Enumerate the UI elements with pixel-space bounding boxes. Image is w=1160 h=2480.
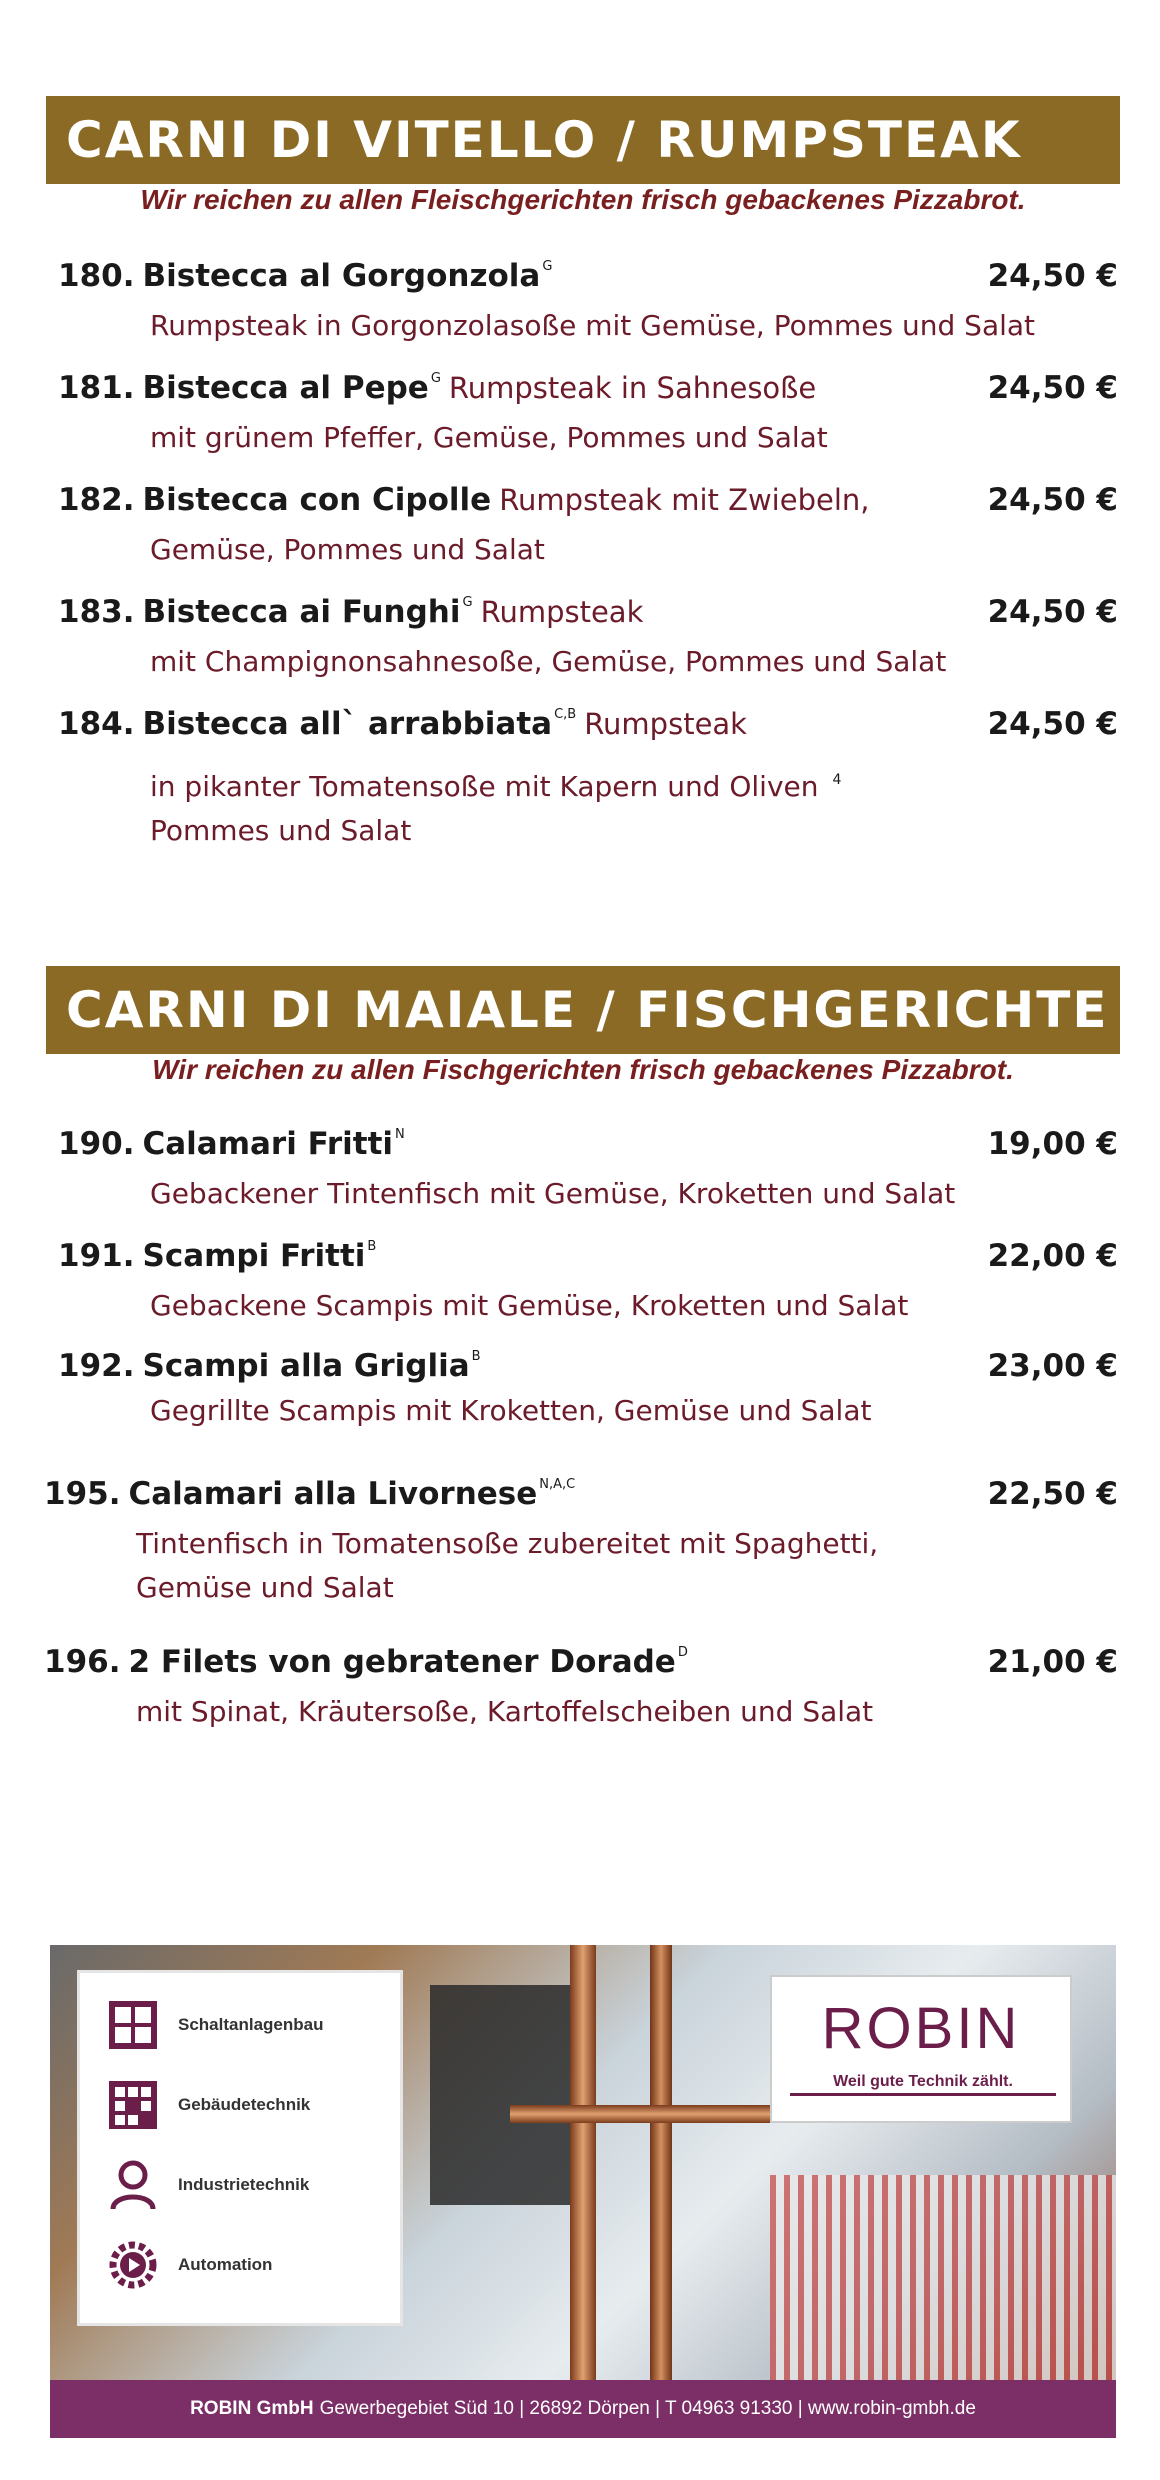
ad-service-item [106,2155,396,2215]
item-name: Calamari alla Livornese [128,1476,538,1512]
item-price: 19,00 € [987,1126,1118,1162]
ad-terminal-rail [770,2175,1116,2380]
ad-footer-company: ROBIN GmbH [190,2398,314,2419]
item-inline-description: Rumpsteak [480,595,644,629]
item-number: 192. [58,1348,135,1384]
item-description: mit Champignonsahnesoße, Gemüse, Pommes und Salat [150,645,947,678]
ad-background-panel [430,1985,580,2205]
allergen-code: D [677,1645,688,1660]
ad-service-label: Gebäudetechnik [178,2095,311,2114]
worker-icon [106,2158,160,2212]
item-name: Bistecca ai Funghi [142,594,461,630]
ad-copper-pipe [650,1945,672,2380]
section-title-vitello: CARNI DI VITELLO / RUMPSTEAK [46,96,1120,184]
item-number: 183. [58,594,135,630]
ad-service-label: Automation [178,2255,273,2274]
allergen-code: B [367,1239,377,1254]
allergen-code: G [542,259,553,274]
switchgear-icon [106,1998,160,2052]
item-number: 184. [58,706,135,742]
allergen-code: G [430,371,441,386]
item-description: Gebackener Tintenfisch mit Gemüse, Kroketten und Salat [150,1177,956,1210]
item-description: mit Spinat, Kräutersoße, Kartoffelscheiben und Salat [136,1695,874,1728]
ad-service-label: Industrietechnik [178,2175,310,2194]
item-number: 196. [44,1644,121,1680]
menu-item-195 [44,1476,1118,1610]
item-price: 24,50 € [987,706,1118,742]
item-description: Tintenfisch in Tomatensoße zubereitet mit Spaghetti, [136,1527,879,1560]
menu-item-190 [58,1126,1118,1216]
item-inline-description: Rumpsteak [584,707,747,741]
menu-item-183 [58,594,1118,684]
menu-item-184 [58,706,1118,853]
menu-item-180 [58,258,1118,348]
item-price: 24,50 € [987,482,1118,518]
allergen-code: C,B [554,707,577,722]
item-description: Rumpsteak in Gorgonzolasoße mit Gemüse, Pommes und Salat [150,309,1036,342]
advertisement [50,1945,1116,2380]
item-description-line2: Gemüse und Salat [136,1571,394,1604]
ad-footer [50,2380,1116,2438]
ad-service-label: Schaltanlagenbau [178,2015,324,2034]
ad-services-panel [80,1973,400,2323]
building-icon [106,2078,160,2132]
item-inline-description: Rumpsteak in Sahnesoße [448,371,817,405]
allergen-code: N,A,C [539,1477,576,1492]
item-price: 24,50 € [987,594,1118,630]
allergen-code: 4 [832,772,842,788]
item-price: 22,00 € [987,1238,1118,1274]
item-number: 190. [58,1126,135,1162]
allergen-code: G [462,595,473,610]
menu-item-192 [58,1348,1118,1428]
item-number: 182. [58,482,135,518]
allergen-code: B [471,1349,481,1364]
item-price: 24,50 € [987,370,1118,406]
item-name: Calamari Fritti [142,1126,394,1162]
gear-play-icon [106,2238,160,2292]
robin-logo: ROBIN [821,1996,1021,2061]
item-name: Scampi Fritti [142,1238,366,1274]
item-price: 22,50 € [987,1476,1118,1512]
item-name: Bistecca con Cipolle [142,482,492,518]
item-name: Scampi alla Griglia [142,1348,470,1384]
section-note-maiale: Wir reichen zu allen Fischgerichten frisch gebackenes Pizzabrot. [152,1054,1014,1085]
ad-copper-pipe [570,1945,596,2380]
item-name: Bistecca all` arrabbiata [142,706,553,742]
item-number: 180. [58,258,135,294]
item-number: 195. [44,1476,121,1512]
item-name: Bistecca al Gorgonzola [142,258,541,294]
item-inline-description: Rumpsteak mit Zwiebeln, [499,483,870,517]
allergen-code: N [395,1127,405,1142]
item-name: 2 Filets von gebratener Dorade [128,1644,676,1680]
item-name: Bistecca al Pepe [142,370,429,406]
item-description: in pikanter Tomatensoße mit Kapern und Oliven $^4$ [150,770,842,803]
item-description-line2: Pommes und Salat [150,814,412,847]
ad-service-item [106,2075,396,2135]
item-number: 191. [58,1238,135,1274]
section-note-vitello: Wir reichen zu allen Fleischgerichten frisch gebackenes Pizzabrot. [140,184,1026,215]
ad-service-item [106,1995,396,2055]
ad-tagline: Weil gute Technik zählt. [790,2073,1056,2096]
item-price: 24,50 € [987,258,1118,294]
ad-logo-box [770,1975,1072,2123]
item-description: Gebackene Scampis mit Gemüse, Kroketten und Salat [150,1289,909,1322]
item-description: Gegrillte Scampis mit Kroketten, Gemüse und Salat [150,1394,872,1427]
item-price: 21,00 € [987,1644,1118,1680]
section-title-maiale: CARNI DI MAIALE / FISCHGERICHTE [46,966,1120,1054]
menu-item-191 [58,1238,1118,1328]
ad-service-item [106,2235,396,2295]
ad-footer-address: Gewerbegebiet Süd 10 | 26892 Dörpen | T 04963 91330 | www.robin-gmbh.de [319,2398,976,2419]
item-description: Gemüse, Pommes und Salat [150,533,545,566]
item-description: mit grünem Pfeffer, Gemüse, Pommes und Salat [150,421,828,454]
item-number: 181. [58,370,135,406]
menu-item-182 [58,482,1118,572]
item-price: 23,00 € [987,1348,1118,1384]
menu-item-196 [44,1644,1118,1734]
menu-item-181 [58,370,1118,460]
